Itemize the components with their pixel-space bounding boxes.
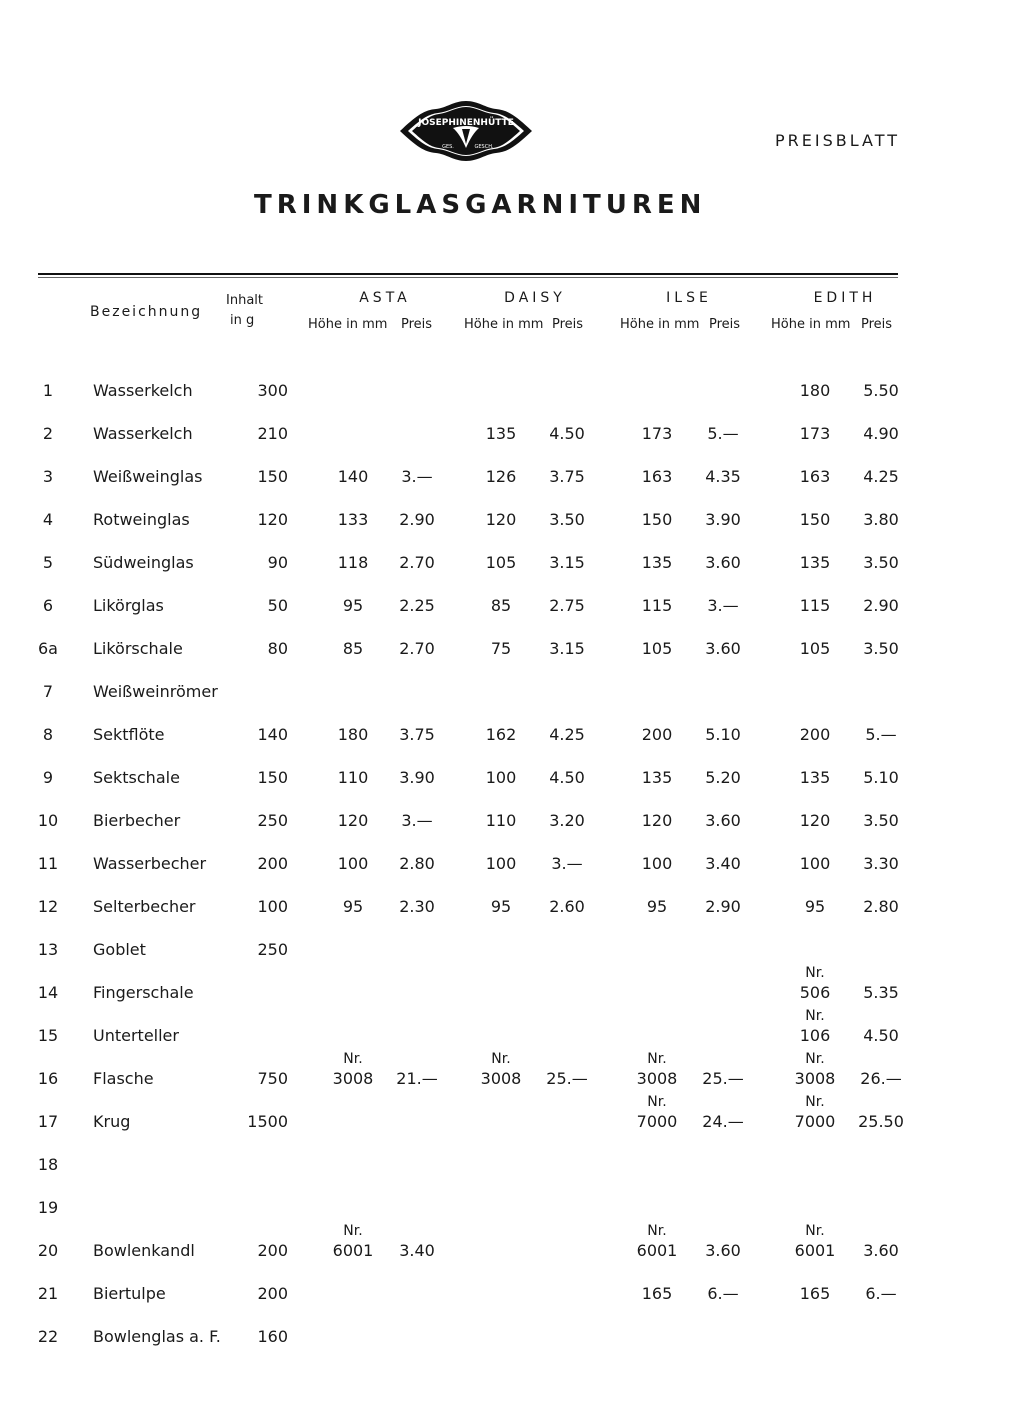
cell-ilse-nr: Nr. [647, 1094, 667, 1110]
cell-num: 21 [37, 1284, 59, 1303]
table-row [0, 725, 1024, 755]
cell-ilse-p: 5.10 [705, 725, 741, 744]
cell-inhalt: 250 [257, 811, 288, 830]
cell-daisy-h: 75 [490, 639, 512, 658]
cell-daisy-h: 105 [485, 553, 517, 572]
cell-daisy-h: 100 [485, 854, 517, 873]
cell-daisy-p: 2.60 [549, 897, 585, 916]
cell-asta-h: 6001 [332, 1241, 374, 1260]
cell-daisy-p: 3.50 [549, 510, 585, 529]
cell-num: 2 [42, 424, 54, 443]
cell-asta-p: 2.70 [399, 553, 435, 572]
cell-name: Bowlenkandl [93, 1241, 195, 1260]
cell-name: Goblet [93, 940, 146, 959]
logo-text: JOSEPHINENHÜTTE [418, 118, 514, 128]
cell-name: Rotweinglas [93, 510, 190, 529]
table-row [0, 897, 1024, 927]
group-edith: EDITH [813, 290, 877, 306]
cell-asta-p: 2.25 [399, 596, 435, 615]
josephinenhuette-logo [396, 98, 536, 164]
table-row [0, 768, 1024, 798]
cell-asta-h: 85 [342, 639, 364, 658]
cell-edith-p: 6.— [865, 1284, 897, 1303]
cell-num: 16 [37, 1069, 59, 1088]
cell-ilse-nr: Nr. [647, 1051, 667, 1067]
col-inhalt-1: Inhalt [226, 293, 263, 308]
table-row [0, 467, 1024, 497]
cell-edith-h: 180 [799, 381, 831, 400]
cell-asta-p: 2.30 [399, 897, 435, 916]
cell-ilse-p: 5.— [707, 424, 739, 443]
cell-edith-p: 3.50 [863, 639, 899, 658]
cell-asta-p: 3.40 [399, 1241, 435, 1260]
cell-num: 5 [42, 553, 54, 572]
cell-asta-p: 21.— [396, 1069, 438, 1088]
cell-edith-p: 5.— [865, 725, 897, 744]
cell-edith-p: 5.50 [863, 381, 899, 400]
top-rule-thin [38, 277, 898, 278]
cell-num: 22 [37, 1327, 59, 1346]
cell-inhalt: 90 [267, 553, 288, 572]
cell-ilse-p: 3.90 [705, 510, 741, 529]
cell-edith-p: 5.35 [863, 983, 899, 1002]
cell-asta-p: 2.80 [399, 854, 435, 873]
cell-inhalt: 200 [257, 854, 288, 873]
table-row [0, 1094, 1024, 1142]
cell-name: Wasserbecher [93, 854, 207, 873]
group-asta: ASTA [359, 290, 411, 306]
cell-edith-h: 200 [799, 725, 831, 744]
daisy-hoehe-header: Höhe in mm [464, 317, 544, 332]
cell-asta-p: 3.90 [399, 768, 435, 787]
top-rule [38, 273, 898, 275]
table-row [0, 811, 1024, 841]
table-row [0, 1327, 1024, 1357]
cell-asta-p: 2.90 [399, 510, 435, 529]
table-row [0, 1284, 1024, 1314]
cell-daisy-h: 100 [485, 768, 517, 787]
cell-inhalt: 300 [257, 381, 288, 400]
cell-edith-h: 135 [799, 553, 831, 572]
cell-edith-p: 2.80 [863, 897, 899, 916]
logo-sub-left: GES. [442, 144, 454, 150]
cell-inhalt: 150 [257, 768, 288, 787]
cell-ilse-h: 135 [641, 768, 673, 787]
cell-ilse-h: 173 [641, 424, 673, 443]
group-daisy: DAISY [504, 290, 566, 306]
cell-ilse-p: 3.60 [705, 639, 741, 658]
cell-edith-nr: Nr. [805, 1223, 825, 1239]
cell-daisy-p: 4.25 [549, 725, 585, 744]
cell-edith-p: 25.50 [858, 1112, 904, 1131]
cell-asta-p: 3.— [401, 811, 433, 830]
cell-inhalt: 1500 [247, 1112, 288, 1131]
cell-num: 6 [42, 596, 54, 615]
cell-edith-p: 3.80 [863, 510, 899, 529]
cell-inhalt: 80 [267, 639, 288, 658]
cell-ilse-h: 135 [641, 553, 673, 572]
ilse-preis-header: Preis [709, 317, 741, 332]
cell-name: Biertulpe [93, 1284, 166, 1303]
table-row [0, 553, 1024, 583]
cell-asta-p: 3.— [401, 467, 433, 486]
doc-type: PREISBLATT [775, 131, 900, 150]
cell-ilse-p: 6.— [707, 1284, 739, 1303]
cell-inhalt: 210 [257, 424, 288, 443]
cell-asta-h: 3008 [332, 1069, 374, 1088]
cell-asta-h: 120 [337, 811, 369, 830]
cell-edith-h: 105 [799, 639, 831, 658]
cell-edith-p: 4.90 [863, 424, 899, 443]
cell-edith-p: 3.60 [863, 1241, 899, 1260]
cell-ilse-p: 3.40 [705, 854, 741, 873]
cell-asta-h: 95 [342, 897, 364, 916]
cell-name: Weißweinglas [93, 467, 203, 486]
cell-inhalt: 750 [257, 1069, 288, 1088]
cell-asta-h: 133 [337, 510, 369, 529]
cell-daisy-p: 3.75 [549, 467, 585, 486]
cell-daisy-p: 2.75 [549, 596, 585, 615]
cell-edith-nr: Nr. [805, 1051, 825, 1067]
cell-asta-h: 118 [337, 553, 369, 572]
cell-edith-h: 135 [799, 768, 831, 787]
cell-daisy-h: 135 [485, 424, 517, 443]
cell-edith-p: 3.50 [863, 553, 899, 572]
cell-num: 20 [37, 1241, 59, 1260]
daisy-preis-header: Preis [552, 317, 584, 332]
cell-daisy-h: 3008 [480, 1069, 522, 1088]
cell-edith-nr: Nr. [805, 1008, 825, 1024]
cell-inhalt: 200 [257, 1284, 288, 1303]
cell-num: 3 [42, 467, 54, 486]
cell-num: 7 [42, 682, 54, 701]
edith-preis-header: Preis [861, 317, 893, 332]
cell-edith-h: 150 [799, 510, 831, 529]
table-row [0, 1155, 1024, 1185]
cell-name: Selterbecher [93, 897, 196, 916]
table-row [0, 596, 1024, 626]
cell-daisy-nr: Nr. [491, 1051, 511, 1067]
cell-edith-p: 26.— [860, 1069, 902, 1088]
cell-edith-p: 5.10 [863, 768, 899, 787]
cell-edith-h: 106 [799, 1026, 831, 1045]
cell-num: 6a [38, 639, 58, 658]
cell-name: Bierbecher [93, 811, 181, 830]
cell-ilse-h: 115 [641, 596, 673, 615]
table-row [0, 682, 1024, 712]
cell-daisy-p: 4.50 [549, 768, 585, 787]
cell-asta-h: 140 [337, 467, 369, 486]
cell-num: 14 [37, 983, 59, 1002]
cell-inhalt: 250 [257, 940, 288, 959]
cell-ilse-h: 165 [641, 1284, 673, 1303]
col-inhalt-2: in g [230, 313, 255, 328]
table-row [0, 965, 1024, 1013]
cell-edith-p: 3.50 [863, 811, 899, 830]
cell-ilse-h: 6001 [636, 1241, 678, 1260]
cell-ilse-p: 4.35 [705, 467, 741, 486]
logo-sub-right: GESCH. [474, 144, 494, 150]
cell-inhalt: 120 [257, 510, 288, 529]
cell-asta-nr: Nr. [343, 1051, 363, 1067]
cell-name: Likörschale [93, 639, 183, 658]
cell-daisy-h: 95 [490, 897, 512, 916]
table-row [0, 381, 1024, 411]
cell-inhalt: 100 [257, 897, 288, 916]
cell-name: Sektflöte [93, 725, 165, 744]
cell-edith-h: 7000 [794, 1112, 836, 1131]
cell-asta-nr: Nr. [343, 1223, 363, 1239]
cell-name: Likörglas [93, 596, 164, 615]
cell-daisy-h: 110 [485, 811, 517, 830]
cell-edith-h: 165 [799, 1284, 831, 1303]
cell-daisy-h: 120 [485, 510, 517, 529]
cell-edith-h: 100 [799, 854, 831, 873]
asta-hoehe-header: Höhe in mm [308, 317, 388, 332]
cell-num: 11 [37, 854, 59, 873]
cell-num: 4 [42, 510, 54, 529]
cell-asta-p: 3.75 [399, 725, 435, 744]
page-title: TRINKGLASGARNITUREN [254, 190, 707, 220]
cell-name: Sektschale [93, 768, 180, 787]
table-row [0, 1051, 1024, 1099]
cell-ilse-h: 3008 [636, 1069, 678, 1088]
cell-inhalt: 140 [257, 725, 288, 744]
cell-edith-p: 2.90 [863, 596, 899, 615]
col-bezeichnung: Bezeichnung [90, 304, 203, 320]
cell-name: Wasserkelch [93, 381, 193, 400]
cell-ilse-p: 3.60 [705, 811, 741, 830]
cell-daisy-p: 3.15 [549, 639, 585, 658]
cell-edith-p: 4.25 [863, 467, 899, 486]
cell-num: 10 [37, 811, 59, 830]
cell-num: 13 [37, 940, 59, 959]
table-row [0, 639, 1024, 669]
cell-edith-h: 95 [804, 897, 826, 916]
cell-name: Weißweinrömer [93, 682, 218, 701]
cell-name: Bowlenglas a. F. [93, 1327, 221, 1346]
cell-ilse-h: 150 [641, 510, 673, 529]
edith-hoehe-header: Höhe in mm [771, 317, 851, 332]
cell-inhalt: 200 [257, 1241, 288, 1260]
cell-ilse-h: 163 [641, 467, 673, 486]
cell-ilse-p: 25.— [702, 1069, 744, 1088]
cell-asta-h: 110 [337, 768, 369, 787]
cell-ilse-p: 5.20 [705, 768, 741, 787]
cell-inhalt: 50 [267, 596, 288, 615]
table-row [0, 424, 1024, 454]
cell-name: Unterteller [93, 1026, 179, 1045]
cell-ilse-h: 105 [641, 639, 673, 658]
cell-ilse-h: 120 [641, 811, 673, 830]
cell-daisy-h: 126 [485, 467, 517, 486]
cell-asta-h: 95 [342, 596, 364, 615]
cell-edith-nr: Nr. [805, 965, 825, 981]
cell-inhalt: 160 [257, 1327, 288, 1346]
cell-daisy-p: 25.— [546, 1069, 588, 1088]
table-row [0, 854, 1024, 884]
cell-num: 9 [42, 768, 54, 787]
cell-num: 15 [37, 1026, 59, 1045]
cell-num: 8 [42, 725, 54, 744]
cell-num: 12 [37, 897, 59, 916]
cell-daisy-h: 162 [485, 725, 517, 744]
cell-ilse-nr: Nr. [647, 1223, 667, 1239]
ilse-hoehe-header: Höhe in mm [620, 317, 700, 332]
cell-edith-h: 3008 [794, 1069, 836, 1088]
cell-num: 17 [37, 1112, 59, 1131]
cell-num: 1 [42, 381, 54, 400]
cell-edith-h: 120 [799, 811, 831, 830]
cell-asta-h: 100 [337, 854, 369, 873]
cell-ilse-p: 3.— [707, 596, 739, 615]
cell-daisy-p: 3.— [551, 854, 583, 873]
cell-edith-p: 4.50 [863, 1026, 899, 1045]
cell-ilse-h: 200 [641, 725, 673, 744]
cell-asta-h: 180 [337, 725, 369, 744]
cell-inhalt: 150 [257, 467, 288, 486]
cell-ilse-p: 2.90 [705, 897, 741, 916]
asta-preis-header: Preis [401, 317, 433, 332]
cell-name: Wasserkelch [93, 424, 193, 443]
cell-ilse-h: 7000 [636, 1112, 678, 1131]
cell-name: Flasche [93, 1069, 154, 1088]
cell-num: 19 [37, 1198, 59, 1217]
cell-daisy-h: 85 [490, 596, 512, 615]
cell-ilse-p: 3.60 [705, 1241, 741, 1260]
cell-daisy-p: 4.50 [549, 424, 585, 443]
table-row [0, 1198, 1024, 1228]
table-row [0, 940, 1024, 970]
cell-edith-h: 6001 [794, 1241, 836, 1260]
cell-name: Krug [93, 1112, 131, 1131]
cell-name: Südweinglas [93, 553, 194, 572]
cell-daisy-p: 3.15 [549, 553, 585, 572]
table-row [0, 1223, 1024, 1271]
cell-edith-h: 163 [799, 467, 831, 486]
cell-edith-nr: Nr. [805, 1094, 825, 1110]
cell-daisy-p: 3.20 [549, 811, 585, 830]
group-ilse: ILSE [666, 290, 712, 306]
table-row [0, 510, 1024, 540]
cell-name: Fingerschale [93, 983, 194, 1002]
cell-num: 18 [37, 1155, 59, 1174]
cell-ilse-h: 100 [641, 854, 673, 873]
cell-ilse-p: 24.— [702, 1112, 744, 1131]
cell-edith-h: 173 [799, 424, 831, 443]
cell-edith-p: 3.30 [863, 854, 899, 873]
cell-ilse-p: 3.60 [705, 553, 741, 572]
cell-edith-h: 506 [799, 983, 831, 1002]
cell-ilse-h: 95 [646, 897, 668, 916]
cell-asta-p: 2.70 [399, 639, 435, 658]
cell-edith-h: 115 [799, 596, 831, 615]
